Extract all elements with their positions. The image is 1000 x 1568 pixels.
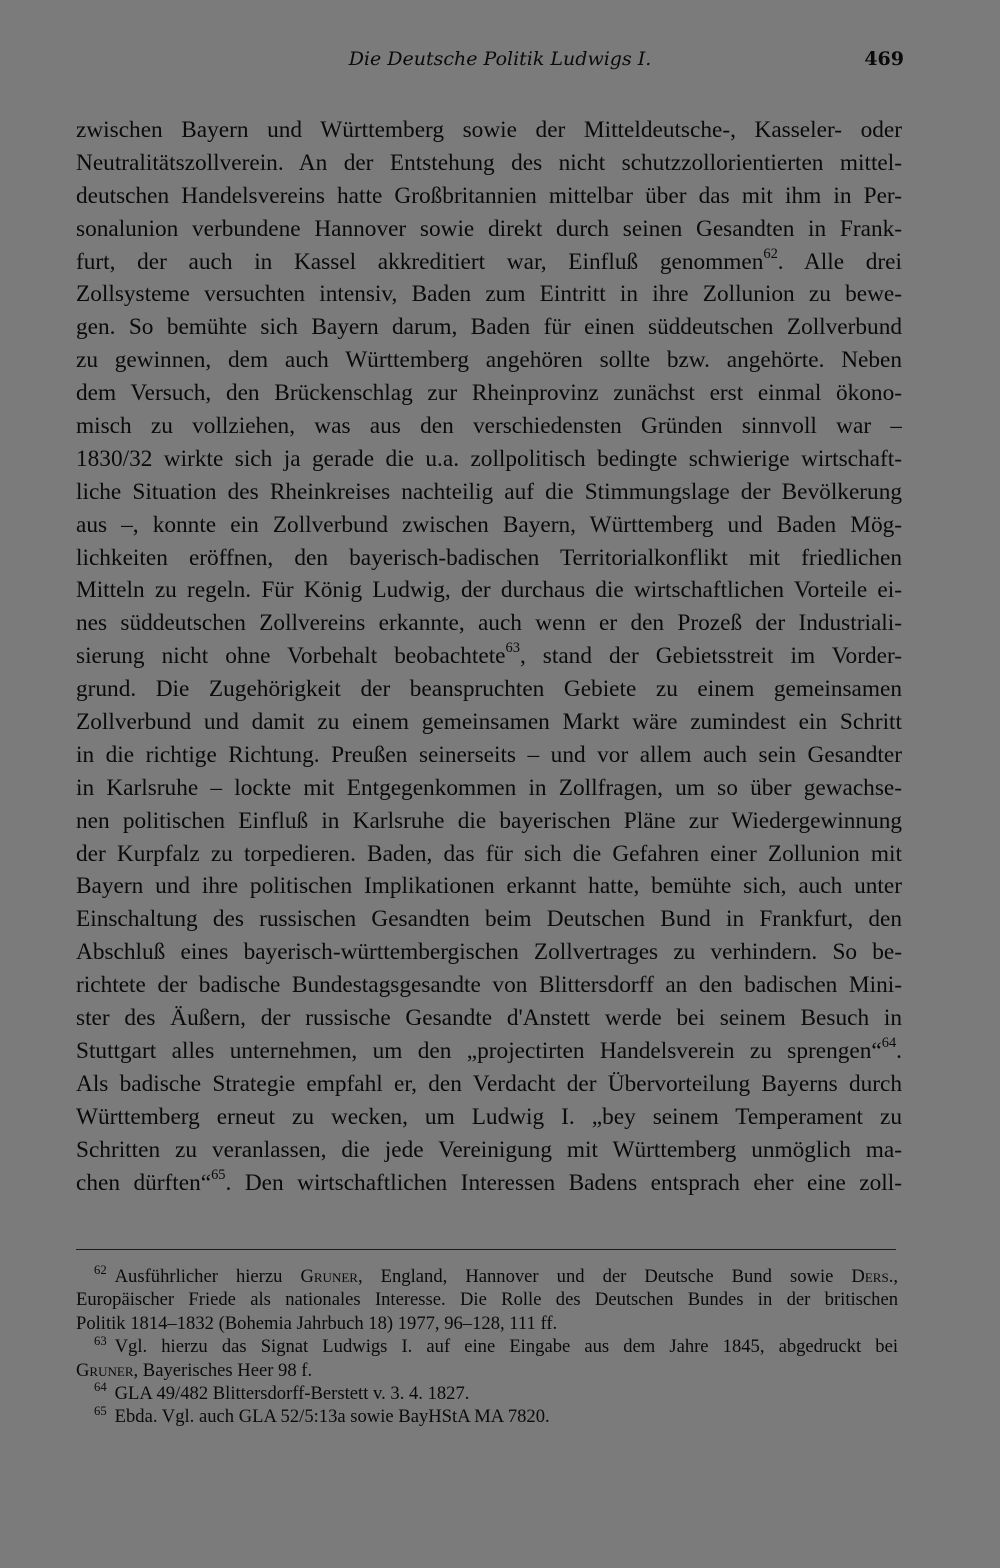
text-line: Zollsysteme versuchten intensiv, Baden zum Eintritt in ihre Zollunion zu bewe-: [76, 281, 902, 308]
text-line: nes süddeutschen Zollvereins erkannte, auch wenn er den Prozeß der Industriali-: [76, 610, 902, 637]
footnote-ref[interactable]: 64: [881, 1035, 897, 1052]
text-line: dem Versuch, den Brückenschlag zur Rheinprovinz zunächst erst einmal ökono-: [76, 380, 902, 407]
text-line: [76, 1167, 902, 1200]
text-segment: furt, der auch in Kassel akkreditiert war, Einfluß genommen: [76, 248, 764, 275]
footnote-64: $^{64}$ GLA 49/482 Blittersdorff-Berstett v. 3. 4. 1827.: [94, 1381, 470, 1404]
footnote-63: $^{63}$ Vgl. hierzu das Signat Ludwigs I. auf eine Eingabe aus dem Jahre 1845, abgedruckt bei: [94, 1335, 898, 1358]
text-segment: sierung nicht ohne Vorbehalt beobachtete: [76, 643, 506, 670]
footnote-number: 63: [94, 1335, 107, 1348]
text-line: deutschen Handelsvereins hatte Großbritannien mittelbar über das mit ihm in Per-: [76, 182, 902, 209]
text-line: in Karlsruhe – lockte mit Entgegenkommen in Zollfragen, um so über gewachse-: [76, 774, 902, 801]
text-line: Stuttgart alles unternehmen, um den „projectirten Handelsverein zu sprengen“$^{64}$.: [76, 1035, 902, 1064]
text-line: in die richtige Richtung. Preußen seinerseits – und vor allem auch sein Gesandter: [76, 741, 902, 768]
text-line: Zollverbund und damit zu einem gemeinsamen Markt wäre zumindest ein Schritt: [76, 709, 902, 736]
text-line: gen. So bemühte sich Bayern darum, Baden für einen süddeutschen Zollverbund: [76, 314, 902, 341]
text-line: nen politischen Einfluß in Karlsruhe die bayerischen Pläne zur Wiedergewinnung: [76, 807, 902, 834]
page-number: 469: [864, 48, 904, 70]
footnote-number: 64: [94, 1381, 107, 1395]
text-line: liche Situation des Rheinkreises nachteilig auf die Stimmungslage der Bevölkerung: [76, 478, 902, 505]
text-line: Mitteln zu regeln. Für König Ludwig, der durchaus die wirtschaftlichen Vorteile ei-: [76, 577, 902, 604]
text-segment: chen dürften“: [76, 1169, 212, 1196]
footnote-divider: [76, 1249, 896, 1250]
text-segment: . Alle drei: [777, 248, 902, 275]
text-line: Abschluß eines bayerisch-württembergischen Zollvertrages zu verhindern. So be-: [76, 939, 902, 966]
footnote-ref[interactable]: 62: [763, 245, 778, 262]
text-line: aus –, konnte ein Zollverbund zwischen Bayern, Württemberg und Baden Mög-: [76, 511, 902, 538]
text-line: misch zu vollziehen, was aus den verschiedensten Gründen sinnvoll war –: [76, 413, 902, 440]
text-line: der Kurpfalz zu torpedieren. Baden, das für sich die Gefahren einer Zollunion mit: [76, 840, 902, 867]
footnote-line: Europäischer Friede als nationales Interesse. Die Rolle des Deutschen Bundes in der britischen: [76, 1289, 898, 1311]
running-head: [0, 48, 1000, 74]
text-line: richtete der badische Bundestagsgesandte von Blittersdorff an den badischen Mini-: [76, 972, 902, 999]
footnote-62: $^{62}$ Ausführlicher hierzu Gruner, England, Hannover und der Deutsche Bund sowie Ders.,: [94, 1265, 898, 1287]
text-line: ster des Äußern, der russische Gesandte d'Anstett werde bei seinem Besuch in: [76, 1005, 902, 1032]
text-segment: Stuttgart alles unternehmen, um den „projectirten Handelsverein zu sprengen“: [76, 1037, 882, 1064]
text-line: zu gewinnen, dem auch Württemberg angehören sollte bzw. angehörte. Neben: [76, 347, 902, 374]
text-line: [76, 640, 902, 673]
text-line: lichkeiten eröffnen, den bayerisch-badischen Territorialkonflikt mit friedlichen: [76, 544, 902, 571]
running-title: Die Deutsche Politik Ludwigs I.: [348, 48, 652, 70]
text-line: Württemberg erneut zu wecken, um Ludwig I. „bey seinem Temperament zu: [76, 1103, 902, 1130]
text-line: sonalunion verbundene Hannover sowie direkt durch seinen Gesandten in Frank-: [76, 215, 902, 242]
footnote-number: 65: [94, 1405, 107, 1418]
text-line: Als badische Strategie empfahl er, den Verdacht der Übervorteilung Bayerns durch: [76, 1070, 902, 1097]
text-line: grund. Die Zugehörigkeit der beanspruchten Gebiete zu einem gemeinsamen: [76, 676, 902, 703]
text-line: 1830/32 wirkte sich ja gerade die u.a. zollpolitisch bedingte schwierige wirtschaft-: [76, 445, 902, 472]
text-line: Einschaltung des russischen Gesandten beim Deutschen Bund in Frankfurt, den: [76, 906, 902, 933]
text-line: Bayern und ihre politischen Implikationen erkannt hatte, bemühte sich, auch unter: [76, 873, 902, 900]
text-line: zwischen Bayern und Württemberg sowie der Mitteldeutsche-, Kasseler- oder: [76, 117, 902, 143]
text-segment: , stand der Gebietsstreit im Vorder-: [519, 643, 902, 670]
footnote-65: $^{65}$ Ebda. Vgl. auch GLA 52/5:13a sowie BayHStA MA 7820.: [94, 1405, 550, 1428]
text-line: [76, 246, 902, 279]
body-text: [76, 114, 902, 1199]
text-line: Schritten zu veranlassen, die jede Vereinigung mit Württemberg unmöglich ma-: [76, 1136, 902, 1163]
footnote-line: Politik 1814–1832 (Bohemia Jahrbuch 18) 1977, 96–128, 111 ff.: [76, 1312, 558, 1334]
footnote-line: Gruner, Bayerisches Heer 98 f.: [76, 1359, 313, 1381]
footnotes: [76, 1265, 898, 1429]
footnote-ref[interactable]: 63: [505, 640, 520, 657]
text-segment: . Den wirtschaftlichen Interessen Badens entsprach eher eine zoll-: [225, 1169, 902, 1196]
footnote-ref[interactable]: 65: [211, 1166, 226, 1183]
footnote-number: 62: [94, 1265, 107, 1278]
text-line: Neutralitätszollverein. An der Entstehung des nicht schutzzollorientierten mittel-: [76, 149, 902, 176]
